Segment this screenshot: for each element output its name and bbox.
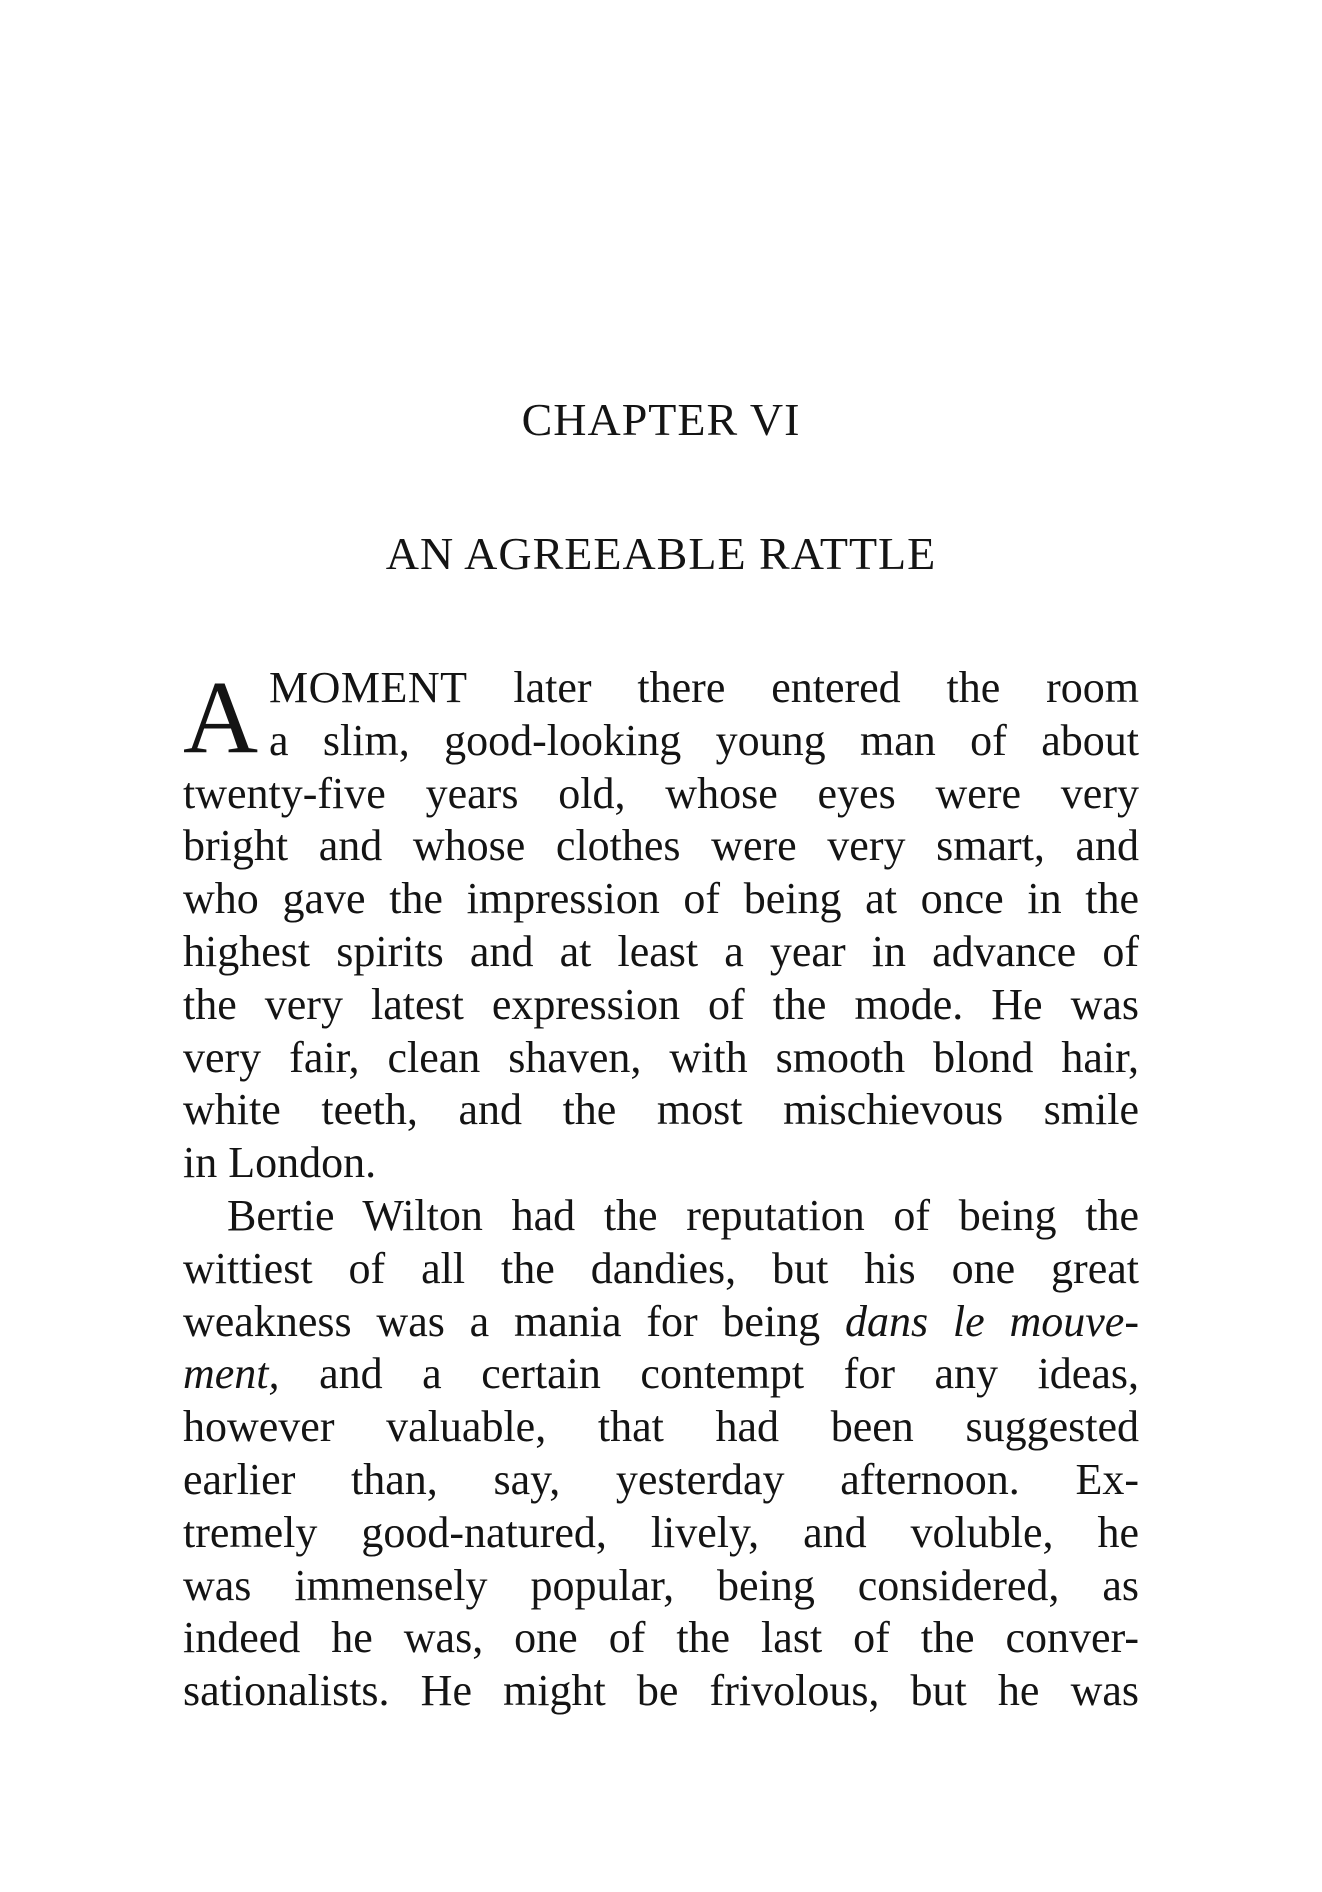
text-line: white teeth, and the most mischievous smile	[183, 1085, 1139, 1135]
text-line: who gave the impression of being at once in the	[183, 874, 1139, 924]
text-line: sationalists. He might be frivolous, but he was	[183, 1666, 1139, 1716]
drop-cap: A	[183, 660, 259, 775]
text-line	[183, 1296, 1139, 1349]
chapter-title: AN AGREEABLE RATTLE	[385, 528, 937, 579]
text-line: highest spirits and at least a year in advance of	[183, 926, 1139, 976]
line-text: and a certain contempt for any ideas,	[279, 1349, 1139, 1399]
text-line: was immensely popular, being considered, as	[183, 1560, 1139, 1610]
text-line: tremely good-natured, lively, and voluble, he	[183, 1507, 1139, 1557]
text-line	[183, 1348, 1139, 1401]
text-line: a slim, good-looking young man of about	[269, 715, 1139, 765]
line-text: weakness was a mania for being	[183, 1296, 845, 1346]
text-line: in London.	[183, 1138, 377, 1188]
italic-phrase: ment,	[183, 1349, 280, 1399]
text-line: however valuable, that had been suggested	[183, 1402, 1139, 1452]
text-line: earlier than, say, yesterday afternoon. Ex-	[183, 1454, 1139, 1504]
text-line: wittiest of all the dandies, but his one great	[183, 1243, 1139, 1293]
italic-phrase: dans le mouve-	[845, 1296, 1139, 1346]
lead-word: MOMENT	[269, 663, 468, 712]
line-text: later there entered the room	[467, 663, 1139, 712]
body-text	[183, 662, 1139, 1718]
text-line: the very latest expression of the mode. He was	[183, 979, 1139, 1029]
text-line: Bertie Wilton had the reputation of being the	[227, 1190, 1139, 1240]
text-line	[183, 662, 1139, 715]
text-line: twenty-five years old, whose eyes were very	[183, 768, 1139, 818]
chapter-number: CHAPTER VI	[521, 394, 801, 445]
text-line: very fair, clean shaven, with smooth blond hair,	[183, 1032, 1139, 1082]
text-line: bright and whose clothes were very smart, and	[183, 821, 1139, 871]
text-line: indeed he was, one of the last of the conver-	[183, 1613, 1139, 1663]
